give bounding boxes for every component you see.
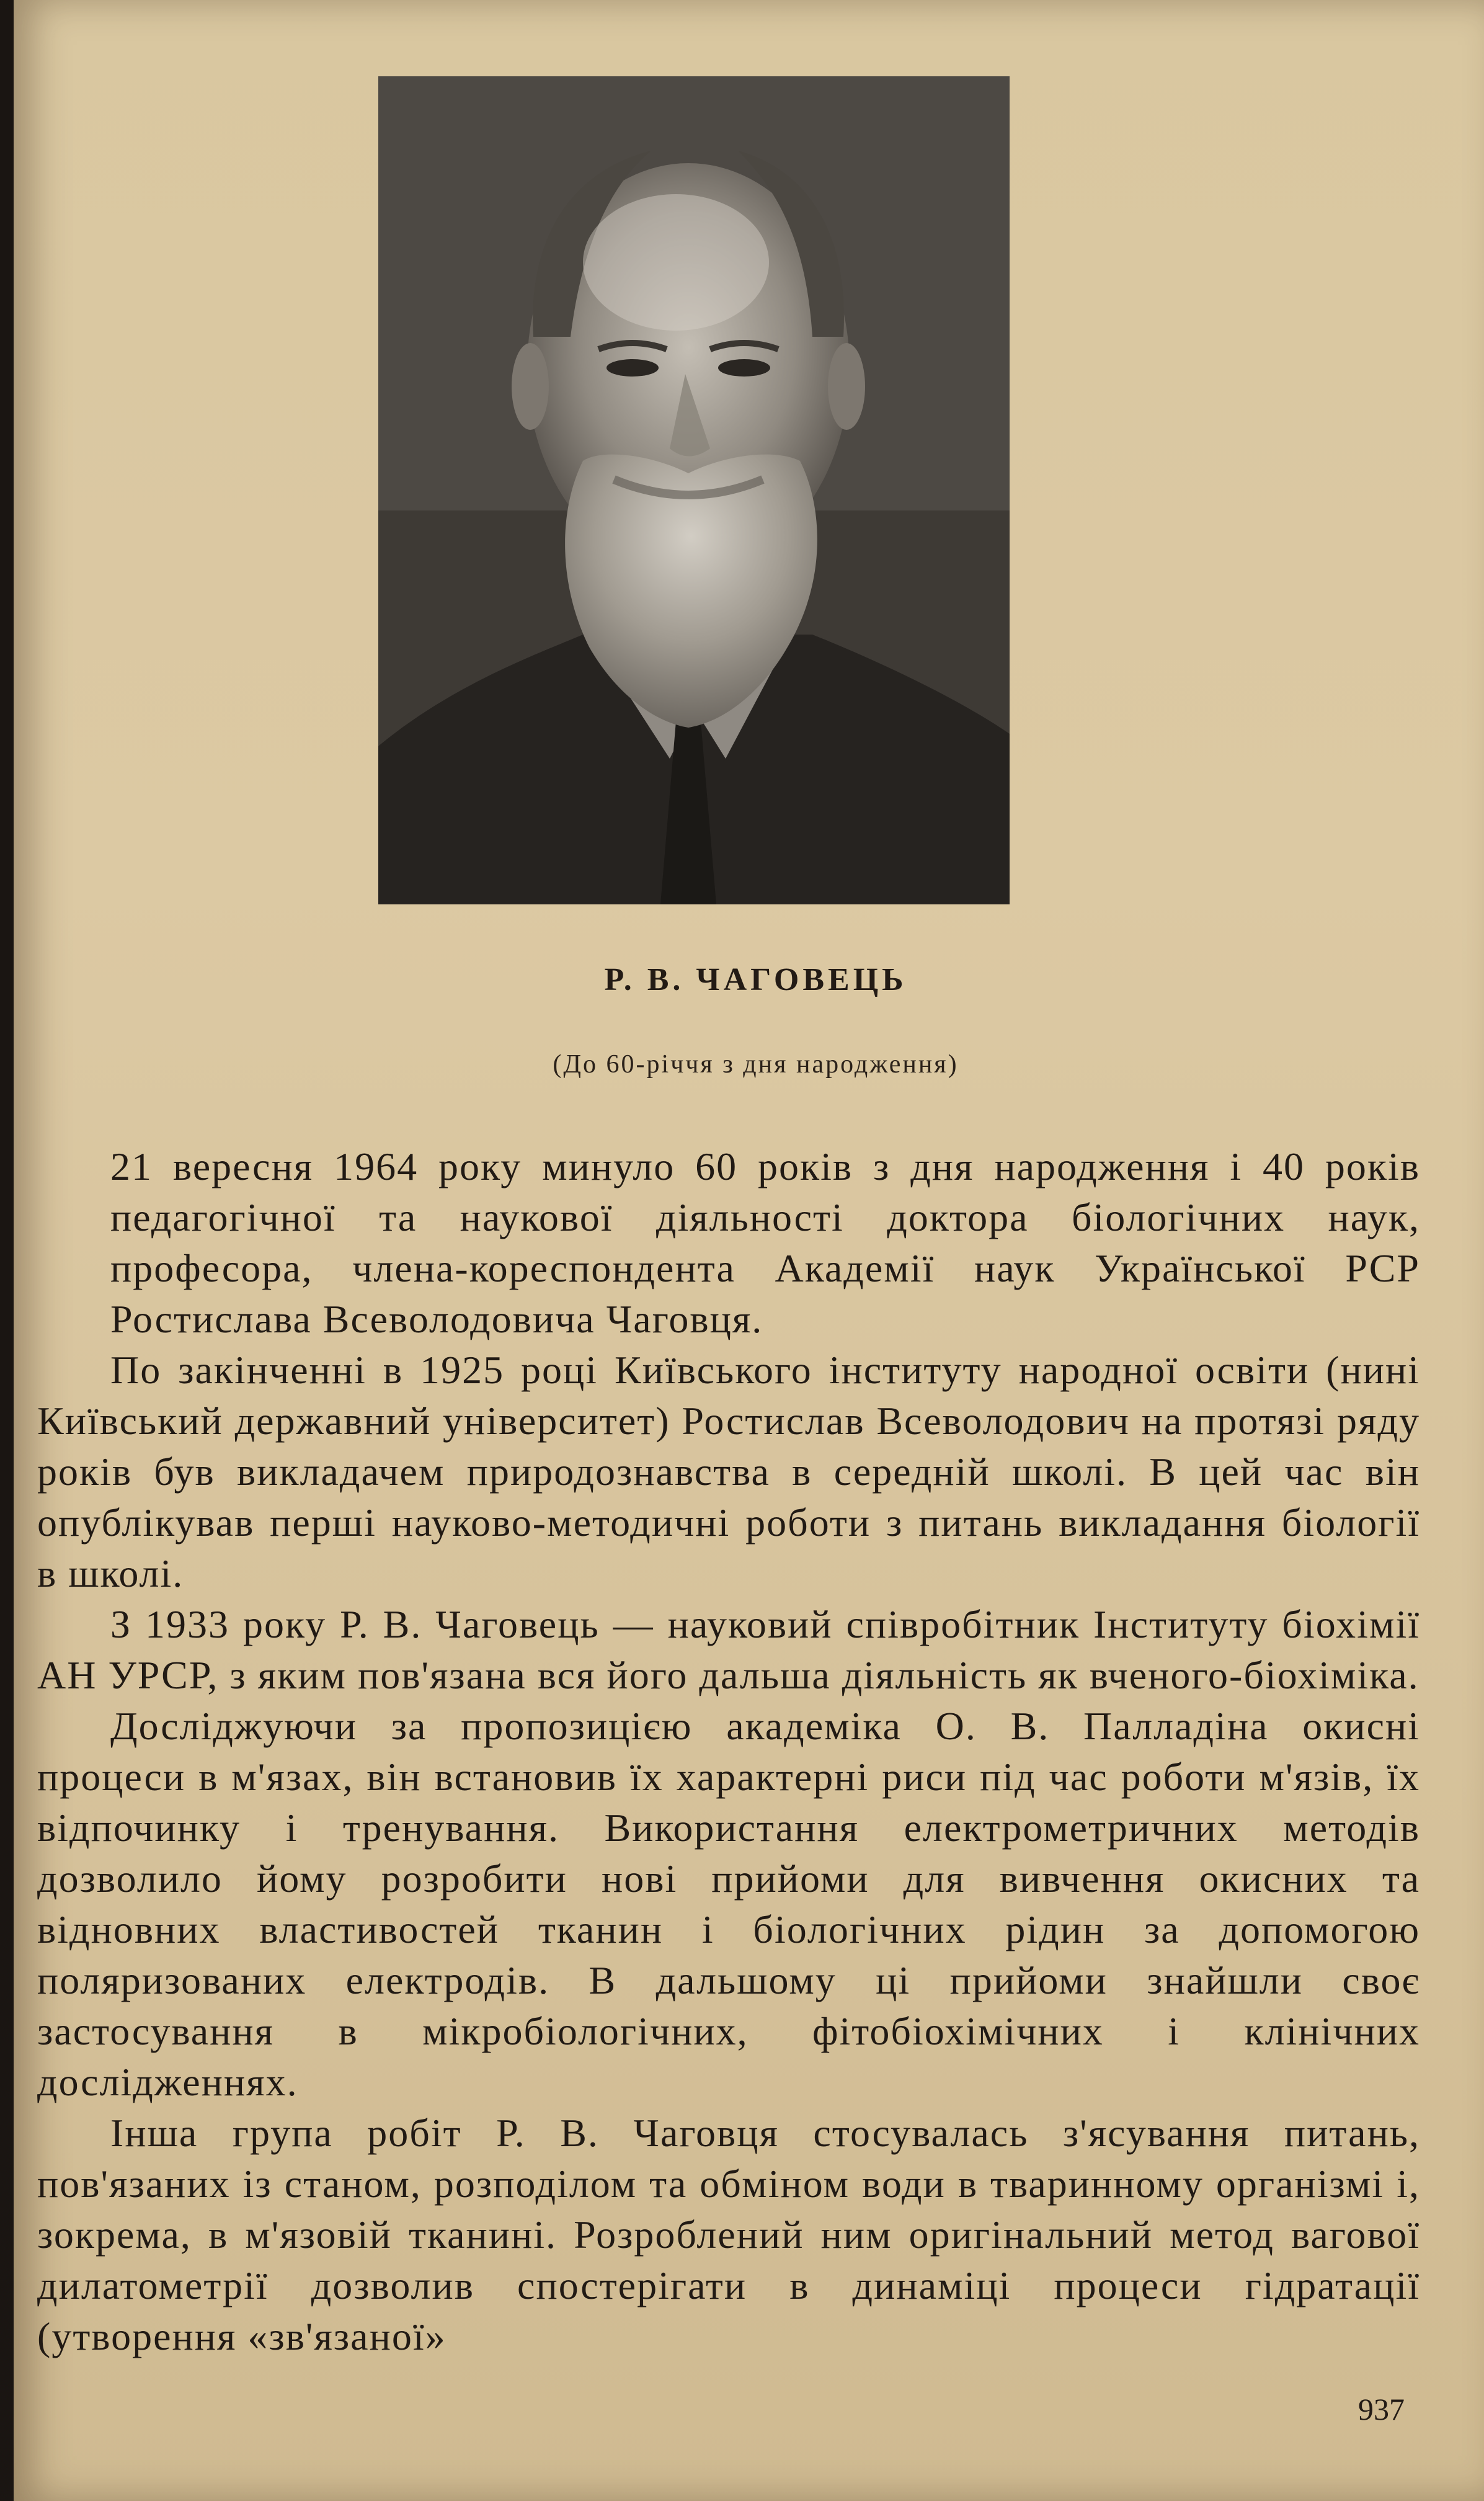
paragraph: Інша група робіт Р. В. Чаговця стосувалась з'ясування питань, пов'язаних із станом, розподілом та обміном води в тваринному організмі і, зокрема, в м'язовій тканині. Розроблений ним оригінальний метод вагової дилатометрії дозволив спостерігати в динаміці процеси гідратації (утворення «зв'язаної» bbox=[37, 2111, 1420, 2358]
article-title: Р. В. ЧАГОВЕЦЬ bbox=[604, 962, 907, 997]
book-page bbox=[14, 0, 1484, 2501]
paragraph: Досліджуючи за пропозицією академіка О. В. Палладіна окисні процеси в м'язах, він встановив їх характерні риси під час роботи м'язів, їх відпочинку і тренування. Використання електрометричних методів дозволило йому розробити нові прийоми для вивчення окисних та відновних властивостей тканин і біологічних рідин за допомогою поляризованих електродів. В дальшому ці прийоми знайшли своє застосування в мікробіологічних, фітобіохімічних і клінічних дослідженнях. bbox=[37, 1704, 1420, 2104]
page-number: 937 bbox=[1358, 2392, 1405, 2427]
paragraph: По закінченні в 1925 році Київського інституту народної освіти (нині Київський державний університет) Ростислав Всеволодович на протязі ряду років був викладачем природознавства в середній школі. В цей час він опублікував перші науково-методичні роботи з питань викладання біології в школі. bbox=[37, 1348, 1420, 1595]
paragraph: 21 вересня 1964 року минуло 60 років з дня народження і 40 років педагогічної та наукової діяльності доктора біологічних наук, професора, члена-кореспондента Академії наук Української РСР Ростислава Всеволодовича Чаговця. bbox=[110, 1144, 1420, 1341]
portrait-photo bbox=[378, 76, 1010, 904]
article-subtitle: (До 60-річчя з дня народження) bbox=[553, 1050, 959, 1079]
portrait-illustration bbox=[378, 76, 1010, 904]
paragraph: З 1933 року Р. В. Чаговець — науковий співробітник Інституту біохімії АН УРСР, з яким пов'язана вся його дальша діяльність як вченого-біохіміка. bbox=[37, 1602, 1420, 1697]
article-body bbox=[37, 1141, 1420, 2362]
